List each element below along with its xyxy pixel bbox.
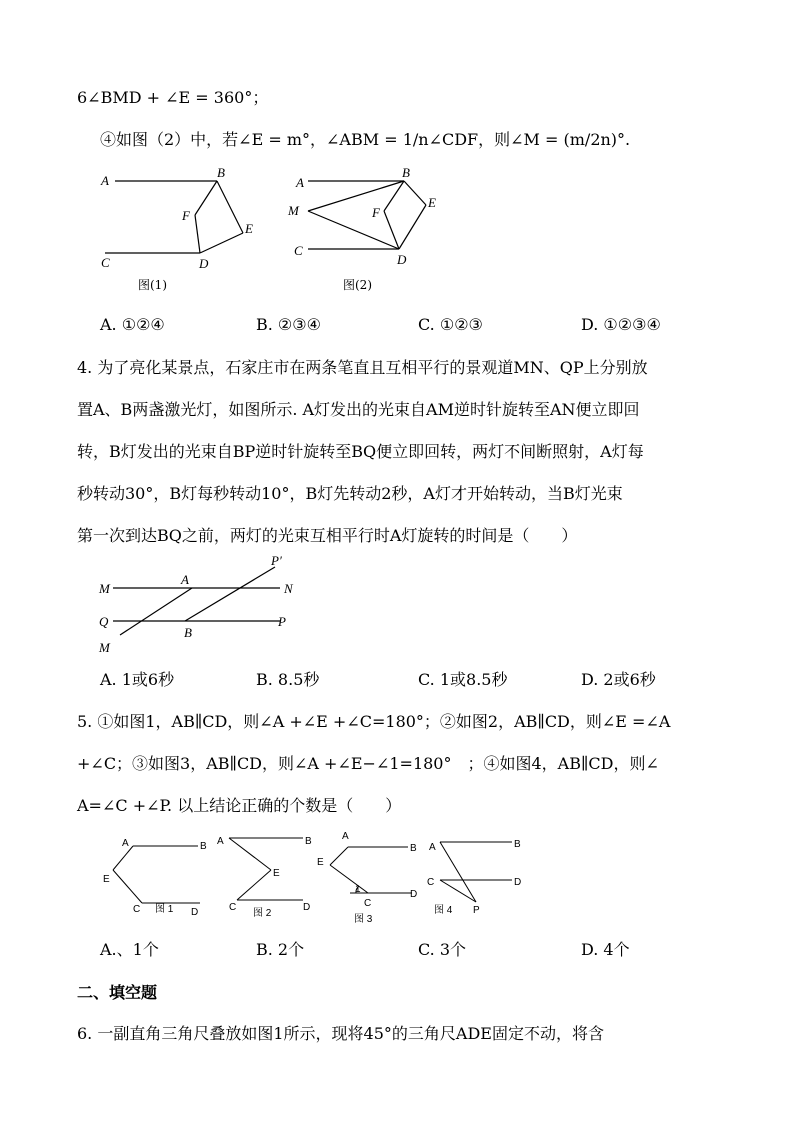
fig2-label-e: E [428, 195, 436, 210]
q5f1-label-c: C [133, 904, 141, 915]
q5f1-label-b: B [200, 841, 207, 852]
q5-figure-1 [100, 830, 210, 920]
fig1-label-c: C [101, 255, 110, 270]
fig2-caption: 图(2) [343, 278, 372, 292]
q5f4-label-a: A [429, 842, 436, 853]
q5f1-label-d: D [191, 907, 199, 918]
q4-label-p-prime: P′ [271, 553, 282, 568]
q4-label-b: B [184, 625, 192, 640]
q5f2-caption: 图 2 [253, 908, 272, 919]
q5f3-label-c: C [364, 898, 372, 909]
q5-option-b: B. 2个 [256, 940, 305, 959]
q5-line-1: 5. ①如图1，AB∥CD，则∠A +∠E +∠C=180°；②如图2，AB∥CD，则∠E =∠A [77, 712, 671, 731]
q5-figure-2 [215, 830, 315, 920]
q6-line-1: 6. 一副直角三角尺叠放如图1所示，现将45°的三角尺ADE固定不动，将含 [77, 1024, 604, 1043]
q5-line-3: A=∠C +∠P. 以上结论正确的个数是（ ） [77, 796, 402, 815]
fig1-caption: 图(1) [138, 278, 167, 292]
fig1-label-a: A [101, 173, 109, 188]
q5f1-caption: 图 1 [155, 904, 174, 915]
q5f1-label-e: E [103, 874, 110, 885]
q4-label-p: P [278, 614, 286, 629]
q3-option-a: A. ①②④ [100, 315, 165, 334]
fig2-label-b: B [402, 165, 410, 180]
q4-figure [95, 555, 315, 655]
q5f3-label-e: E [317, 857, 324, 868]
q5f3-label-a: A [342, 831, 349, 842]
q5f4-label-p: P [473, 905, 480, 916]
q4-label-n: N [284, 581, 293, 596]
q5-figure-3 [312, 825, 422, 925]
q4-label-m-top: M [99, 581, 110, 596]
fig2-label-d: D [397, 252, 407, 267]
q4-line-2: 置A、B两盏激光灯，如图所示. A灯发出的光束自AM逆时针旋转至AN便立即回 [77, 400, 640, 419]
q3-option-c: C. ①②③ [418, 315, 483, 334]
q3-figure-1 [95, 165, 275, 295]
q5f2-label-e: E [273, 868, 280, 879]
q4-option-a: A. 1或6秒 [100, 670, 175, 689]
q3-line-1: 6∠BMD + ∠E = 360°； [77, 88, 269, 107]
fig2-label-a: A [296, 175, 304, 190]
q3-option-b: B. ②③④ [256, 315, 321, 334]
q5-line-2: +∠C；③如图3，AB∥CD，则∠A +∠E−∠1=180° ；④如图4，AB∥CD，则∠ [77, 754, 659, 773]
q5-option-a: A.、1个 [100, 940, 159, 959]
q3-figure-2 [288, 165, 468, 295]
q5f3-caption: 图 3 [354, 914, 373, 925]
q5f2-label-d: D [303, 902, 311, 913]
q5f3-label-1: 1 [355, 884, 361, 895]
q3-line-2: ④如图（2）中，若∠E = m°，∠ABM = 1/n∠CDF，则∠M = (m/2n)°. [100, 130, 631, 149]
fig2-label-m: M [288, 203, 299, 218]
section-heading: 二、填空题 [77, 983, 158, 1002]
q4-label-m-bottom: M [99, 640, 110, 655]
fig1-label-b: B [217, 165, 225, 180]
q5f2-label-c: C [229, 902, 237, 913]
q5f3-label-b: B [410, 843, 417, 854]
q4-line-5: 第一次到达BQ之前，两灯的光束互相平行时A灯旋转的时间是（ ） [77, 526, 578, 545]
q4-line-4: 秒转动30°，B灯每秒转动10°，B灯先转动2秒，A灯才开始转动，当B灯光束 [77, 484, 623, 503]
q5f4-label-b: B [514, 839, 521, 850]
q5f4-caption: 图 4 [434, 905, 453, 916]
q4-label-q: Q [99, 614, 109, 629]
fig1-label-d: D [199, 256, 209, 271]
q4-label-a: A [181, 572, 189, 587]
q4-line-3: 转，B灯发出的光束自BP逆时针旋转至BQ便立即回转，两灯不间断照射，A灯每 [77, 442, 644, 461]
q4-option-c: C. 1或8.5秒 [418, 670, 508, 689]
q5-option-d: D. 4个 [581, 940, 630, 959]
fig1-label-f: F [182, 208, 190, 223]
q5f2-label-b: B [305, 836, 312, 847]
q4-option-d: D. 2或6秒 [581, 670, 656, 689]
q3-option-d: D. ①②③④ [581, 315, 661, 334]
q5f3-label-d: D [410, 889, 418, 900]
q5f4-label-c: C [427, 877, 435, 888]
q4-option-b: B. 8.5秒 [256, 670, 320, 689]
fig1-label-e: E [245, 221, 253, 236]
q5f2-label-a: A [217, 836, 224, 847]
q5f1-label-a: A [122, 838, 129, 849]
q5-figure-4 [420, 830, 530, 930]
q5-option-c: C. 3个 [418, 940, 467, 959]
fig2-label-f: F [372, 205, 380, 220]
q5f4-label-d: D [514, 877, 522, 888]
fig2-label-c: C [294, 243, 303, 258]
q4-line-1: 4. 为了亮化某景点，石家庄市在两条笔直且互相平行的景观道MN、QP上分别放 [77, 358, 648, 377]
